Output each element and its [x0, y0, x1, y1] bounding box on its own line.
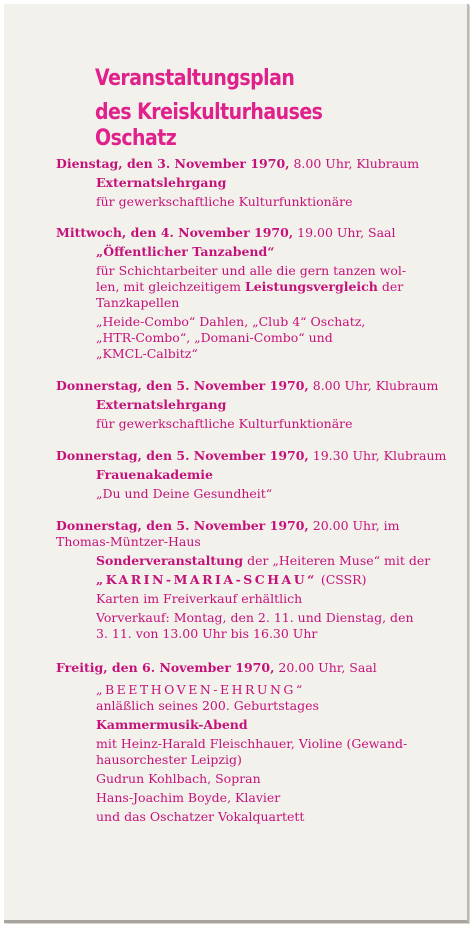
event-time-place: 19.30 Uhr, Klubraum [312, 448, 447, 463]
event-5 [56, 518, 459, 642]
title-line-1: Veranstaltungsplan [95, 66, 295, 91]
event-title-line [96, 553, 459, 569]
event-description-2a: len, mit gleichzeitigem [96, 279, 241, 294]
show-line [96, 572, 459, 588]
event-2 [56, 225, 459, 362]
event-date: Dienstag, den 3. November 1970, [56, 156, 290, 171]
event-subtitle: Kammermusik-Abend [96, 717, 248, 732]
event-date-line [56, 156, 459, 172]
event-description-2 [96, 279, 459, 295]
event-date: Freitig, den 6. November 1970, [56, 660, 275, 675]
event-1 [56, 156, 459, 210]
event-date: Donnerstag, den 5. November 1970, [56, 378, 309, 393]
event-description: für gewerkschaftliche Kulturfunktionäre [96, 416, 353, 431]
program-sheet [4, 4, 469, 923]
band-list-1: „Heide-Combo“ Dahlen, „Club 4“ Oschatz, [96, 314, 366, 329]
event-date: Donnerstag, den 5. November 1970, [56, 518, 309, 533]
band-list-3: „KMCL-Calbitz“ [96, 346, 198, 361]
event-date-line [56, 660, 459, 676]
event-name: „BEETHOVEN-EHRUNG“ [96, 682, 305, 697]
event-date: Mittwoch, den 4. November 1970, [56, 225, 294, 240]
event-description: der „Heiteren Muse“ mit der [247, 553, 431, 568]
event-3 [56, 378, 459, 432]
performer-1: mit Heinz-Harald Fleischhauer, Violine (Gewand- [96, 736, 408, 751]
event-date-line [56, 378, 459, 394]
show-name: „KARIN-MARIA-SCHAU“ [96, 572, 317, 587]
event-highlight: Leistungsvergleich [244, 279, 378, 294]
event-description-1: für Schichtarbeiter und alle die gern tanzen wol- [96, 263, 407, 278]
event-description: „Du und Deine Gesundheit“ [96, 486, 273, 501]
event-name: Frauenakademie [96, 467, 213, 482]
event-name: Externatslehrgang [96, 175, 227, 190]
event-occasion: anläßlich seines 200. Geburtstages [96, 698, 319, 713]
event-date-line [56, 225, 459, 241]
title-line-2: des Kreiskulturhauses Oschatz [95, 100, 323, 151]
event-name: „Öffentlicher Tanzabend“ [96, 244, 275, 259]
event-date-line [56, 448, 459, 464]
presale-info-2: 3. 11. von 13.00 Uhr bis 16.30 Uhr [96, 626, 318, 641]
performer-1-cont: hausorchester Leipzig) [96, 752, 242, 767]
event-time-place: 20.00 Uhr, Saal [278, 660, 377, 675]
performer-4: und das Oschatzer Vokalquartett [96, 809, 305, 824]
event-time-place: 20.00 Uhr, im [312, 518, 400, 533]
show-country: (CSSR) [320, 572, 367, 587]
event-time-place: 8.00 Uhr, Klubraum [293, 156, 420, 171]
event-time-place: 19.00 Uhr, Saal [297, 225, 396, 240]
event-description: für gewerkschaftliche Kulturfunktionäre [96, 194, 353, 209]
event-venue: Thomas-Müntzer-Haus [56, 534, 201, 549]
event-date-line [56, 518, 459, 534]
band-list-2: „HTR-Combo“, „Domani-Combo“ und [96, 330, 333, 345]
event-4 [56, 448, 459, 502]
event-description-3: Tanzkapellen [96, 295, 180, 310]
performer-3: Hans-Joachim Boyde, Klavier [96, 790, 281, 805]
event-name: Externatslehrgang [96, 397, 227, 412]
event-description-2c: der [381, 279, 404, 294]
event-name: Sonderveranstaltung [96, 553, 244, 568]
presale-info-1: Vorverkauf: Montag, den 2. 11. und Dienstag, den [96, 610, 414, 625]
ticket-info: Karten im Freiverkauf erhältlich [96, 591, 303, 606]
performer-2: Gudrun Kohlbach, Sopran [96, 771, 261, 786]
event-date: Donnerstag, den 5. November 1970, [56, 448, 309, 463]
event-6 [56, 660, 459, 825]
event-time-place: 8.00 Uhr, Klubraum [312, 378, 439, 393]
